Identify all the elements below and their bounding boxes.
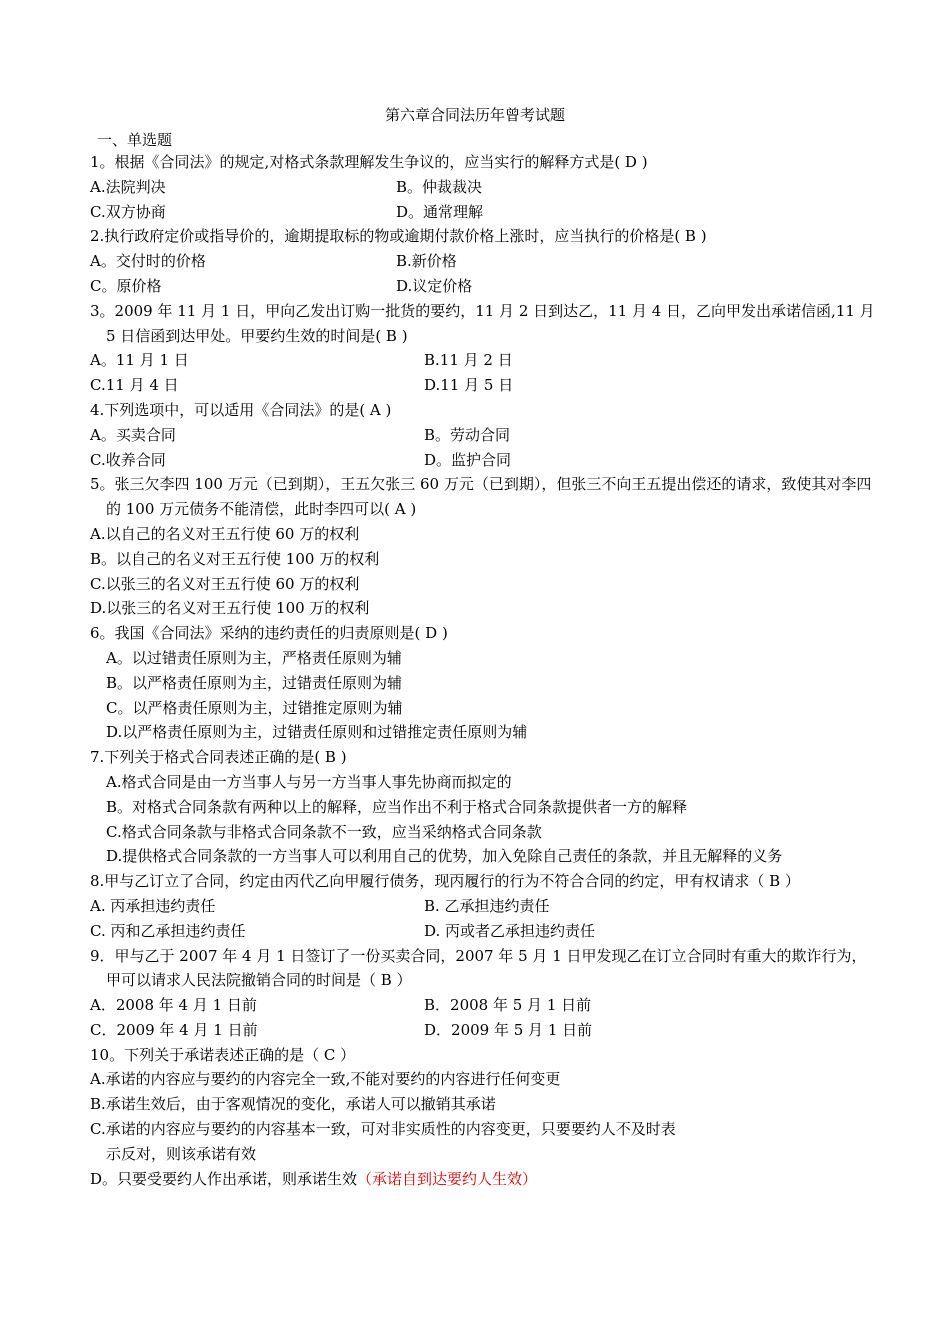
question-7-stem: 7.下列关于格式合同表述正确的是( B ) bbox=[90, 748, 347, 767]
question-2-option-d: D.议定价格 bbox=[396, 276, 473, 295]
question-2-option-a: A。交付时的价格 bbox=[90, 252, 206, 271]
question-5-stem: 5。张三欠李四 100 万元（已到期），王五欠张三 60 万元（已到期），但张三不向王五提出偿还的请求，致使其对李四的 100 万元债务不能清偿，此时李四可以( A ) bbox=[90, 475, 872, 519]
question-9-option-b: B．2008 年 5 月 1 日前 bbox=[424, 996, 592, 1015]
question-10-answer-note: （承诺自到达要约人生效） bbox=[357, 1169, 538, 1188]
question-2-options-row-1 bbox=[90, 249, 880, 274]
question-8-options-row-1 bbox=[90, 894, 880, 919]
question-1-option-b: B。仲裁裁决 bbox=[396, 177, 483, 196]
question-10-stem: 10。下列关于承诺表述正确的是（ C ） bbox=[90, 1045, 356, 1064]
question-4-option-c: C.收养合同 bbox=[90, 450, 166, 469]
question-3-stem: 3。2009 年 11 月 1 日，甲向乙发出订购一批货的要约，11 月 2 日到达乙，11 月 4 日，乙向甲发出承诺信函,11 月 5 日信函到达甲处。甲要约生效的时间是( B ) bbox=[90, 301, 875, 345]
question-4-options-row-1 bbox=[90, 423, 880, 448]
question-4-option-a: A。买卖合同 bbox=[90, 425, 176, 444]
question-8-options-row-2 bbox=[90, 919, 880, 944]
question-6-option-a: A。以过错责任原则为主，严格责任原则为辅 bbox=[106, 648, 402, 667]
question-6-stem: 6。我国《合同法》采纳的违约责任的归责原则是( D ) bbox=[90, 624, 448, 643]
question-10-option-d-text: D。只要受要约人作出承诺，则承诺生效 bbox=[90, 1169, 358, 1188]
question-list bbox=[90, 150, 880, 1191]
question-9-options-row-1 bbox=[90, 993, 880, 1018]
question-2-option-c: C。原价格 bbox=[90, 276, 162, 295]
question-3-option-c: C.11 月 4 日 bbox=[90, 376, 179, 395]
question-1-options-row-1 bbox=[90, 175, 880, 200]
question-1-option-c: C.双方协商 bbox=[90, 202, 166, 221]
question-4-options-row-2 bbox=[90, 448, 880, 473]
question-9-option-d: D．2009 年 5 月 1 日前 bbox=[424, 1020, 593, 1039]
question-4-option-b: B。劳动合同 bbox=[424, 425, 511, 444]
question-3-option-d: D.11 月 5 日 bbox=[424, 376, 514, 395]
question-3-options-row-2 bbox=[90, 373, 880, 398]
question-5-option-b: B。以自己的名义对王五行使 100 万的权利 bbox=[90, 549, 380, 568]
question-5-option-a: A.以自己的名义对王五行使 60 万的权利 bbox=[90, 524, 360, 543]
question-8-option-c: C. 丙和乙承担违约责任 bbox=[90, 921, 246, 940]
question-4-option-d: D。监护合同 bbox=[424, 450, 512, 469]
page-title: 第六章合同法历年曾考试题 bbox=[384, 106, 565, 124]
question-3-options-row-1 bbox=[90, 348, 880, 373]
question-8-option-d: D. 丙或者乙承担违约责任 bbox=[424, 921, 596, 940]
question-6-option-c: C。以严格责任原则为主，过错推定原则为辅 bbox=[106, 698, 403, 717]
question-9-option-c: C．2009 年 4 月 1 日前 bbox=[90, 1020, 258, 1039]
question-4-stem: 4.下列选项中，可以适用《合同法》的是( A ) bbox=[90, 400, 392, 419]
question-6-option-d: D.以严格责任原则为主，过错责任原则和过错推定责任原则为辅 bbox=[106, 723, 528, 742]
question-1-option-a: A.法院判决 bbox=[90, 177, 166, 196]
question-5-option-c: C.以张三的名义对王五行使 60 万的权利 bbox=[90, 574, 360, 593]
question-7-option-d: D.提供格式合同条款的一方当事人可以利用自己的优势，加入免除自己责任的条款，并且无解释的义务 bbox=[106, 847, 783, 866]
question-9-option-a: A．2008 年 4 月 1 日前 bbox=[90, 996, 257, 1015]
question-10-option-d bbox=[90, 1167, 880, 1192]
question-10-option-b: B.承诺生效后，由于客观情况的变化，承诺人可以撤销其承诺 bbox=[90, 1095, 496, 1114]
question-8-option-b: B. 乙承担违约责任 bbox=[424, 896, 550, 915]
question-10-option-c-continued: 示反对，则该承诺有效 bbox=[106, 1144, 257, 1163]
question-7-option-a: A.格式合同是由一方当事人与另一方当事人事先协商而拟定的 bbox=[106, 772, 512, 791]
question-10-option-c: C.承诺的内容应与要约的内容基本一致，可对非实质性的内容变更，只要要约人不及时表 bbox=[90, 1120, 676, 1139]
question-2-option-b: B.新价格 bbox=[396, 252, 457, 271]
question-1-stem: 1。根据《合同法》的规定,对格式条款理解发生争议的，应当实行的解释方式是( D ) bbox=[90, 153, 648, 171]
question-5-option-d: D.以张三的名义对王五行使 100 万的权利 bbox=[90, 599, 370, 618]
question-1-options-row-2 bbox=[90, 200, 880, 225]
question-2-stem: 2.执行政府定价或指导价的，逾期提取标的物或逾期付款价格上涨时，应当执行的价格是( B ) bbox=[90, 227, 707, 246]
question-3-option-b: B.11 月 2 日 bbox=[424, 351, 513, 370]
section-heading: 一、单选题 bbox=[97, 131, 173, 149]
question-8-stem: 8.甲与乙订立了合同，约定由丙代乙向甲履行债务，现丙履行的行为不符合合同的约定，甲有权请求（ B ） bbox=[90, 872, 800, 891]
question-7-option-c: C.格式合同条款与非格式合同条款不一致，应当采纳格式合同条款 bbox=[106, 822, 542, 841]
question-7-option-b: B。对格式合同条款有两种以上的解释，应当作出不利于格式合同条款提供者一方的解释 bbox=[106, 797, 688, 816]
question-2-options-row-2 bbox=[90, 274, 880, 299]
question-6-option-b: B。以严格责任原则为主，过错责任原则为辅 bbox=[106, 673, 403, 692]
question-3-option-a: A。11 月 1 日 bbox=[90, 351, 189, 370]
question-9-stem: 9．甲与乙于 2007 年 4 月 1 日签订了一份买卖合同，2007 年 5 月 1 日甲发现乙在订立合同时有重大的欺诈行为，甲可以请求人民法院撤销合同的时间是（ B ） bbox=[90, 946, 867, 990]
question-8-option-a: A. 丙承担违约责任 bbox=[90, 896, 216, 915]
question-9-options-row-2 bbox=[90, 1018, 880, 1043]
question-10-option-a: A.承诺的内容应与要约的内容完全一致,不能对要约的内容进行任何变更 bbox=[90, 1070, 561, 1089]
question-1-option-d: D。通常理解 bbox=[396, 202, 484, 221]
